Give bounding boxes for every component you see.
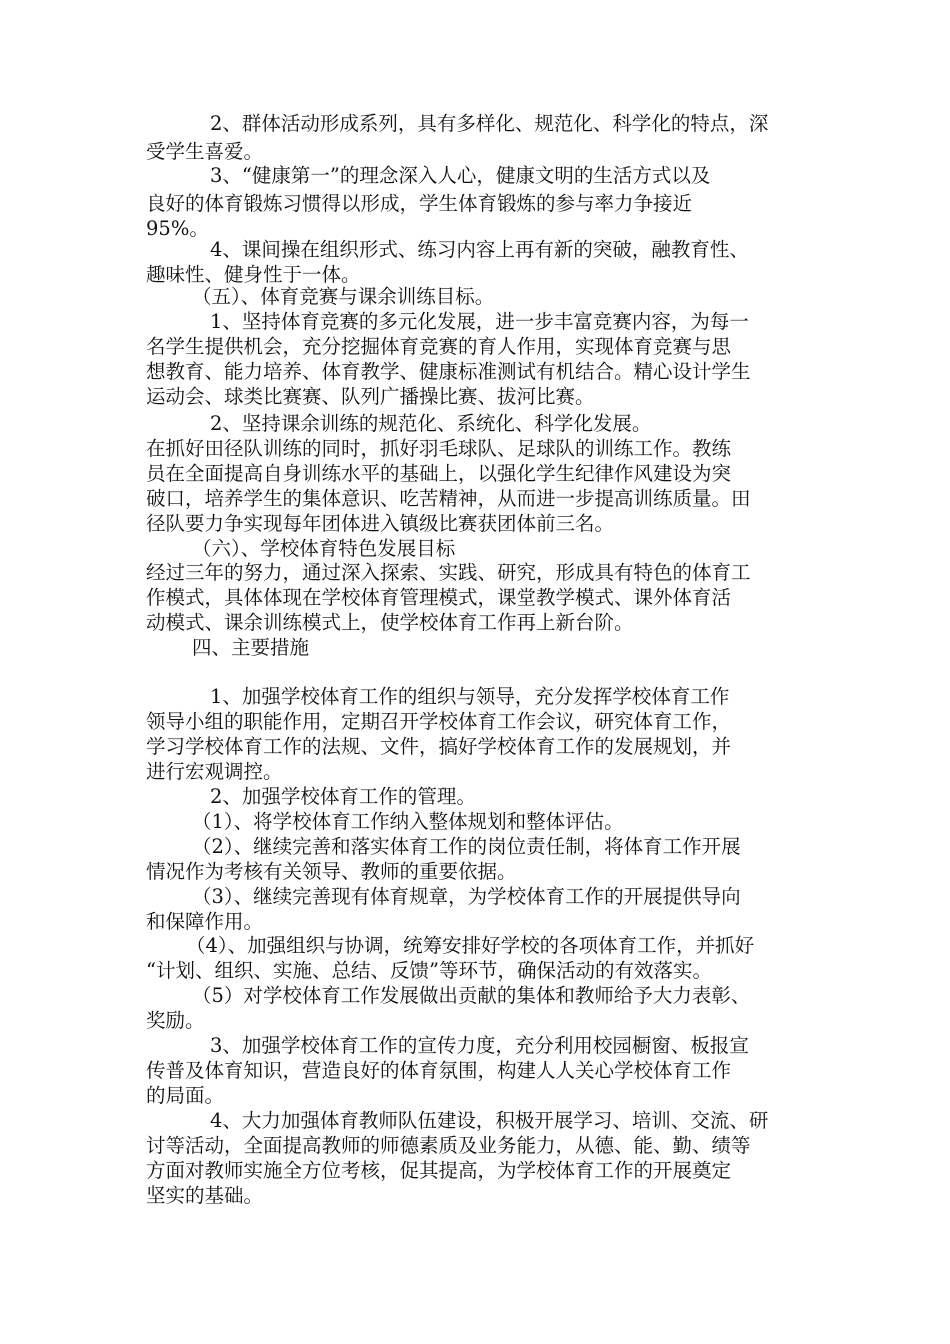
text-line: 95%。 [146, 217, 209, 240]
text-line: （六）、学校体育特色发展目标 [192, 537, 456, 560]
text-line: （5）对学校体育工作发展做出贡献的集体和教师给予大力表彰、 [192, 984, 751, 1007]
text-line: （1）、将学校体育工作纳入整体规划和整体评估。 [192, 810, 624, 833]
text-line: “计划、组织、实施、总结、反馈”等环节，确保活动的有效落实。 [146, 959, 712, 982]
text-line: 领导小组的职能作用，定期召开学校体育工作会议，研究体育工作， [146, 710, 732, 733]
text-line: 经过三年的努力，通过深入探索、实践、研究，形成具有特色的体育工 [146, 561, 751, 584]
text-line: 传普及体育知识，营造良好的体育氛围，构建人人关心学校体育工作 [146, 1059, 732, 1082]
text-line: （3）、继续完善现有体育规章，为学校体育工作的开展提供导向 [192, 885, 741, 908]
text-line: 趣味性、健身性于一体。 [146, 263, 361, 286]
text-line: 良好的体育锻炼习惯得以形成，学生体育锻炼的参与率力争接近 [146, 192, 693, 215]
text-line: （五）、体育竞赛与课余训练目标。 [192, 285, 495, 308]
text-line: 2、坚持课余训练的规范化、系统化、科学化发展。 [210, 412, 652, 435]
text-line: 和保障作用。 [146, 910, 264, 933]
text-line: 1、坚持体育竞赛的多元化发展，进一步丰富竞赛内容，为每一 [210, 310, 749, 333]
text-line: 4、课间操在组织形式、练习内容上再有新的突破，融教育性、 [210, 238, 749, 261]
text-line: 进行宏观调控。 [146, 760, 283, 783]
text-line: 想教育、能力培养、体育教学、健康标准测试有机结合。精心设计学生 [146, 360, 751, 383]
text-line: （2）、继续完善和落实体育工作的岗位责任制，将体育工作开展 [192, 835, 741, 858]
text-line: 破口，培养学生的集体意识、吃苦精神，从而进一步提高训练质量。田 [146, 487, 751, 510]
text-line: 坚实的基础。 [146, 1184, 264, 1207]
text-line: 运动会、球类比赛赛、队列广播操比赛、拔河比赛。 [146, 385, 595, 408]
text-line: 2、加强学校体育工作的管理。 [210, 785, 476, 808]
text-line: 作模式，具体体现在学校体育管理模式，课堂教学模式、课外体育活 [146, 586, 732, 609]
text-line: 2、群体活动形成系列，具有多样化、规范化、科学化的特点，深 [210, 112, 769, 135]
text-line: 的局面。 [146, 1084, 225, 1107]
text-line: 受学生喜爱。 [146, 140, 264, 163]
text-line: 员在全面提高自身训练水平的基础上，以强化学生纪律作风建设为突 [146, 462, 732, 485]
text-line: （4）、加强组织与协调，统筹安排好学校的各项体育工作，并抓好 [186, 934, 755, 957]
text-line: 3、加强学校体育工作的宣传力度，充分利用校园橱窗、板报宣 [210, 1034, 749, 1057]
text-line: 名学生提供机会，充分挖掘体育竞赛的育人作用，实现体育竞赛与思 [146, 335, 732, 358]
text-line: 径队要力争实现每年团体进入镇级比赛获团体前三名。 [146, 512, 615, 535]
text-line: 情况作为考核有关领导、教师的重要依据。 [146, 860, 517, 883]
text-line: 方面对教师实施全方位考核，促其提高，为学校体育工作的开展奠定 [146, 1159, 732, 1182]
text-line: 3、“健康第一”的理念深入人心，健康文明的生活方式以及 [210, 164, 711, 187]
text-line: 四、主要措施 [192, 636, 310, 659]
text-line: 1、加强学校体育工作的组织与领导，充分发挥学校体育工作 [210, 685, 730, 708]
text-line: 动模式、课余训练模式上，使学校体育工作再上新台阶。 [146, 611, 634, 634]
text-line: 4、大力加强体育教师队伍建设，积极开展学习、培训、交流、研 [210, 1109, 769, 1132]
text-line: 奖励。 [146, 1009, 205, 1032]
text-line: 讨等活动，全面提高教师的师德素质及业务能力，从德、能、勤、绩等 [146, 1134, 751, 1157]
text-line: 在抓好田径队训练的同时，抓好羽毛球队、足球队的训练工作。教练 [146, 437, 732, 460]
text-line: 学习学校体育工作的法规、文件，搞好学校体育工作的发展规划，并 [146, 735, 732, 758]
